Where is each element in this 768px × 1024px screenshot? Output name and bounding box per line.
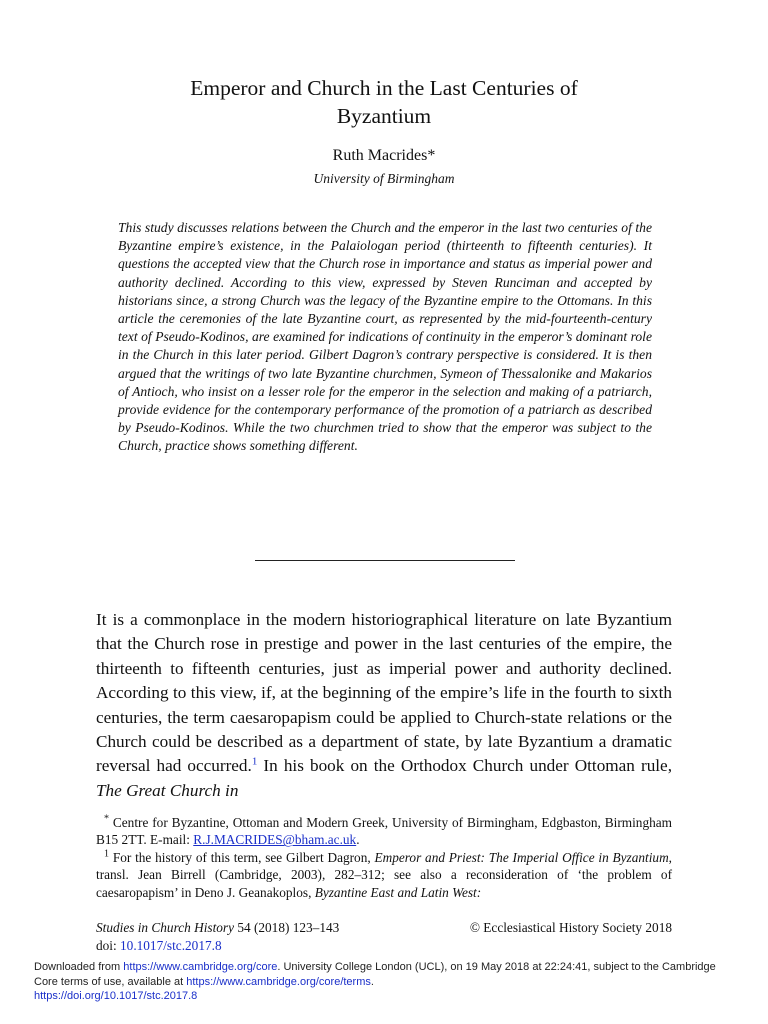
book-title: The Great Church in (96, 780, 239, 800)
author-affiliation: University of Birmingham (313, 171, 455, 186)
doi-url-link[interactable]: https://doi.org/10.1017/stc.2017.8 (34, 990, 198, 1002)
journal-name: Studies in Church History (96, 920, 235, 935)
footnote-author-end: . (356, 832, 360, 848)
footnote-1-text-b: , transl. Jean Birrell (Cambridge, 2003), 282–312; see also a reconsideration of ‘the problem of caesaropapism’ in Deno J. Geanakoplos, (96, 849, 672, 900)
body-text-part-2: In his book on the Orthodox Church under Ottoman rule, (257, 756, 672, 776)
body-paragraph (96, 608, 672, 803)
footnote-1-book: Emperor and Priest: The Imperial Office in Byzantium (374, 849, 669, 865)
journal-volume-pages: 54 (2018) 123–143 (234, 920, 340, 935)
body-text-part-1: It is a commonplace in the modern historiographical literature on late Byzantium that the Church rose in prestige and power in the last centuries of the empire, the thirteenth to fifteenth centuries, just as imperial power and authority declined. According to this view, if, at the beginning of the empire’s life in the fourth to sixth centuries, the term caesaropapism could be applied to Church-state relations or the Church could be described as a department of state, by late Byzantium a dramatic reversal had occurred. (96, 610, 672, 776)
download-prefix: Downloaded from (34, 961, 124, 973)
journal-info (96, 919, 672, 954)
footnote-1-book-2: Byzantine East and Latin West: (314, 884, 482, 900)
abstract: This study discusses relations between the Church and the emperor in the last two centuries of the Byzantine empire’s existence, in the Palaiologan period (thirteenth to fifteenth centuries). It questions the accepted view that the Church rose in importance and status as imperial power and authority declined. According to this view, expressed by Steven Runciman and accepted by historians since, a strong Church was the legacy of the Byzantine empire to the Ottomans. In this article the ceremonies of the late Byzantine court, as represented by the mid-fourteenth-century text of Pseudo-Kodinos, are examined for indications of continuity in the emperor’s dominant role in the Church in this later period. Gilbert Dagron’s contrary perspective is considered. It is then argued that the writings of two late Byzantine churchmen, Symeon of Thessalonike and Makarios of Antioch, who insist on a lesser role for the emperor in the selection and making of a patriarch, provide evidence for the contemporary performance of the promotion of a patriarch as described by Pseudo-Kodinos. While the two churchmen tried to show that the emperor was subject to the Church, practice shows something different. (118, 220, 652, 454)
title-line-1: Emperor and Church in the Last Centuries of (190, 76, 578, 100)
footnote-1-mark: 1 (104, 848, 109, 860)
download-middle: . University College London (UCL), on 19 May 2018 at 22:24:41, subject to the Cambridge Core terms of use, available at (34, 961, 716, 988)
footnotes (96, 814, 672, 901)
cambridge-core-link[interactable]: https://www.cambridge.org/core (123, 961, 278, 973)
author-name: Ruth Macrides* (332, 147, 436, 164)
download-suffix: . (370, 975, 374, 988)
author-email-link[interactable]: R.J.MACRIDES@bham.ac.uk (193, 832, 357, 848)
journal-doi (96, 937, 672, 955)
footnote-1-link[interactable]: 1 (251, 755, 258, 768)
title-line-2: Byzantium (336, 104, 432, 128)
footnote-author-text: Centre for Byzantine, Ottoman and Modern Greek, University of Birmingham, Edgbaston, Birmingham B15 2TT. E-mail: (96, 815, 672, 848)
doi-link[interactable]: 10.1017/stc.2017.8 (120, 937, 222, 953)
footnote-star-mark: * (104, 813, 109, 825)
footnote-author (96, 814, 672, 849)
footnote-1-text-a: For the history of this term, see Gilbert Dagron, (112, 849, 375, 865)
download-notice (34, 960, 734, 1004)
article-title (96, 74, 672, 130)
journal-copyright: © Ecclesiastical History Society 2018 (469, 920, 672, 935)
cambridge-terms-link[interactable]: https://www.cambridge.org/core/terms (186, 975, 371, 988)
section-divider (255, 560, 515, 561)
journal-citation (96, 919, 339, 937)
footnote-1 (96, 849, 672, 901)
doi-label: doi: (96, 937, 121, 953)
